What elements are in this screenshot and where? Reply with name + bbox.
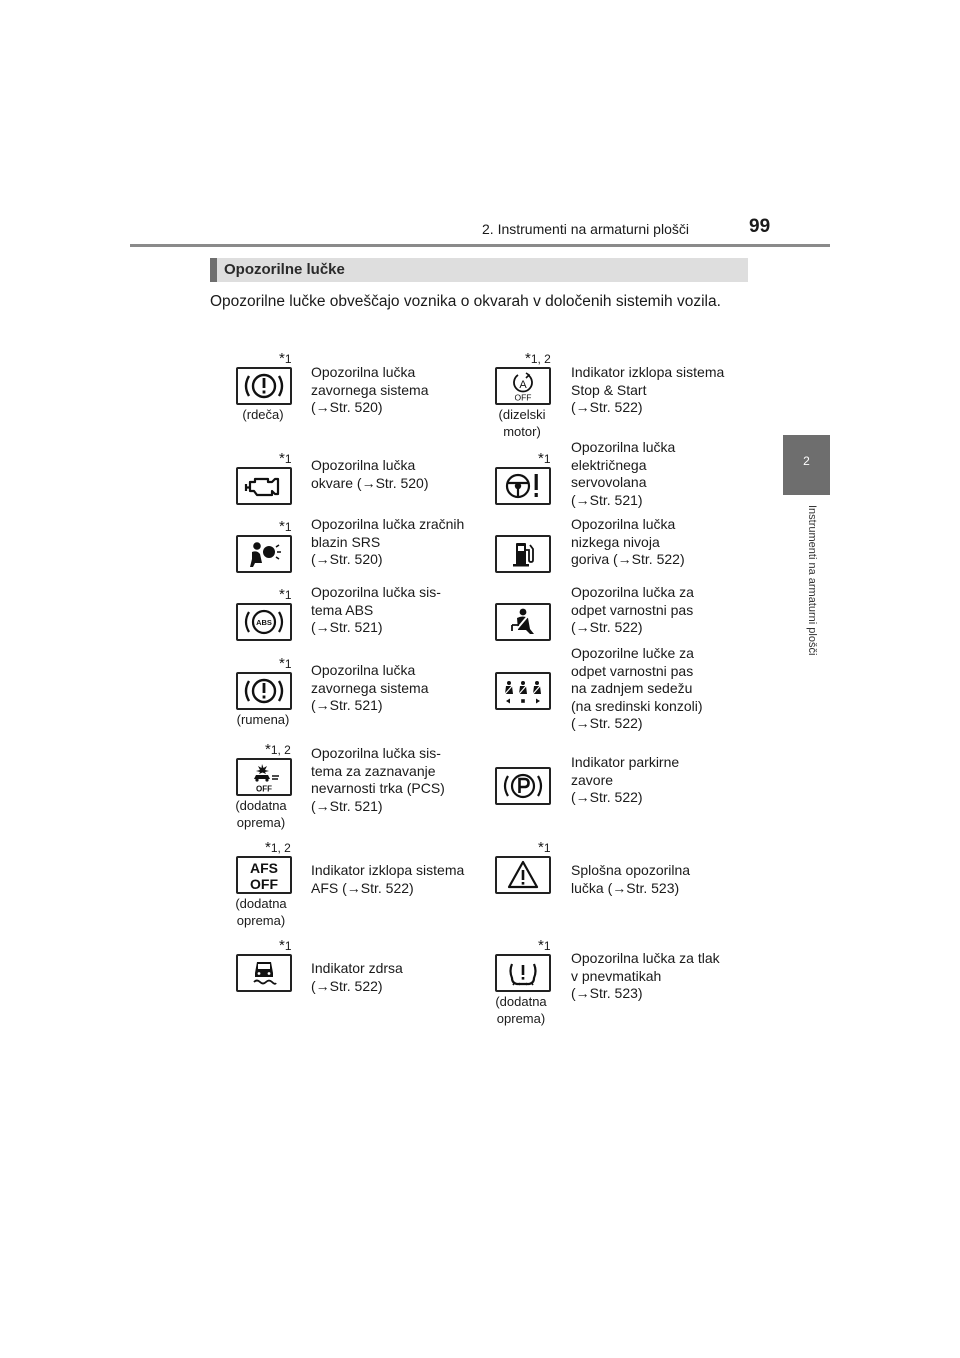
power-steering-icon <box>495 467 551 505</box>
header-divider <box>130 244 830 247</box>
intro-paragraph: Opozorilne lučke obveščajo voznika o okvarah v določenih sistemih vozila. <box>210 293 721 310</box>
afs-off-icon <box>236 856 292 894</box>
engine-malfunction-icon <box>236 467 292 505</box>
seatbelt-icon <box>495 603 551 641</box>
light-description: Opozorilna lučka zavornega sistema (→Str. 520) <box>311 364 429 416</box>
light-description: Opozorilna lučka za odpet varnostni pas (→Str. 522) <box>571 584 694 636</box>
svg-text:A: A <box>519 379 527 391</box>
icon-caption: (dodatna oprema) <box>235 798 287 830</box>
icon-caption: (dodatna oprema) <box>495 994 547 1026</box>
light-description: Opozorilna lučka okvare (→Str. 520) <box>311 457 429 491</box>
light-description: Opozorilne lučke za odpet varnostni pas na zadnjem sedežu (na sredinski konzoli) (→Str. 522) <box>571 645 703 732</box>
chapter-side-label: Instrumenti na armaturni plošči <box>806 505 818 656</box>
tire-pressure-icon <box>495 954 551 992</box>
icon-caption: (dodatna oprema) <box>235 896 287 928</box>
abs-icon <box>236 603 292 641</box>
chapter-tab: 2 <box>783 435 830 495</box>
footnote-marker: *1 <box>279 518 292 535</box>
footnote-marker: *1 <box>279 655 292 672</box>
footnote-marker: *1 <box>279 450 292 467</box>
light-description: Indikator zdrsa (→Str. 522) <box>311 960 403 994</box>
brake-warning-icon <box>236 367 292 405</box>
light-description: Opozorilna lučka sis- tema za zaznavanje nevarnosti trka (PCS) (→Str. 521) <box>311 745 445 814</box>
icon-caption: (rumena) <box>236 712 290 727</box>
section-heading-accent <box>210 258 217 282</box>
srs-airbag-icon <box>236 535 292 573</box>
section-heading-bar <box>210 258 748 282</box>
footnote-marker: *1, 2 <box>265 839 291 856</box>
parking-brake-icon <box>495 767 551 805</box>
footnote-marker: *1, 2 <box>265 741 291 758</box>
footnote-marker: *1, 2 <box>525 350 551 367</box>
running-header-title: 2. Instrumenti na armaturni plošči <box>482 221 689 237</box>
light-description: Opozorilna lučka električnega servovolana (→Str. 521) <box>571 439 676 508</box>
light-description: Indikator izklopa sistema Stop & Start (→Str. 522) <box>571 364 725 416</box>
svg-text:OFF: OFF <box>514 392 532 403</box>
light-description: Opozorilna lučka sis- tema ABS (→Str. 521) <box>311 584 441 636</box>
slip-indicator-icon <box>236 954 292 992</box>
svg-text:OFF: OFF <box>256 784 272 794</box>
footnote-marker: *1 <box>279 937 292 954</box>
icon-caption: (dizelski motor) <box>498 407 546 439</box>
icon-caption: (rdeča) <box>242 407 284 422</box>
pcs-off-icon <box>236 758 292 796</box>
stop-start-off-icon <box>495 367 551 405</box>
svg-text:AFS: AFS <box>250 860 278 876</box>
svg-text:ABS: ABS <box>256 618 272 627</box>
light-description: Opozorilna lučka nizkega nivoja goriva (→Str. 522) <box>571 516 685 568</box>
light-description: Opozorilna lučka za tlak v pnevmatikah (→Str. 523) <box>571 950 720 1002</box>
light-description: Indikator izklopa sistema AFS (→Str. 522) <box>311 862 465 896</box>
footnote-marker: *1 <box>538 839 551 856</box>
low-fuel-icon <box>495 535 551 573</box>
footnote-marker: *1 <box>279 350 292 367</box>
page-number: 99 <box>749 216 771 237</box>
footnote-marker: *1 <box>538 937 551 954</box>
light-description: Opozorilna lučka zračnih blazin SRS (→Str. 520) <box>311 516 465 568</box>
footnote-marker: *1 <box>279 586 292 603</box>
section-title: Opozorilne lučke <box>224 261 345 278</box>
rear-seatbelt-icon <box>495 672 551 710</box>
brake-warning-amber-icon <box>236 672 292 710</box>
svg-text:OFF: OFF <box>250 876 278 892</box>
light-description: Opozorilna lučka zavornega sistema (→Str. 521) <box>311 662 429 714</box>
light-description: Splošna opozorilna lučka (→Str. 523) <box>571 862 691 896</box>
master-warning-icon <box>495 856 551 894</box>
light-description: Indikator parkirne zavore (→Str. 522) <box>571 754 680 806</box>
footnote-marker: *1 <box>538 450 551 467</box>
